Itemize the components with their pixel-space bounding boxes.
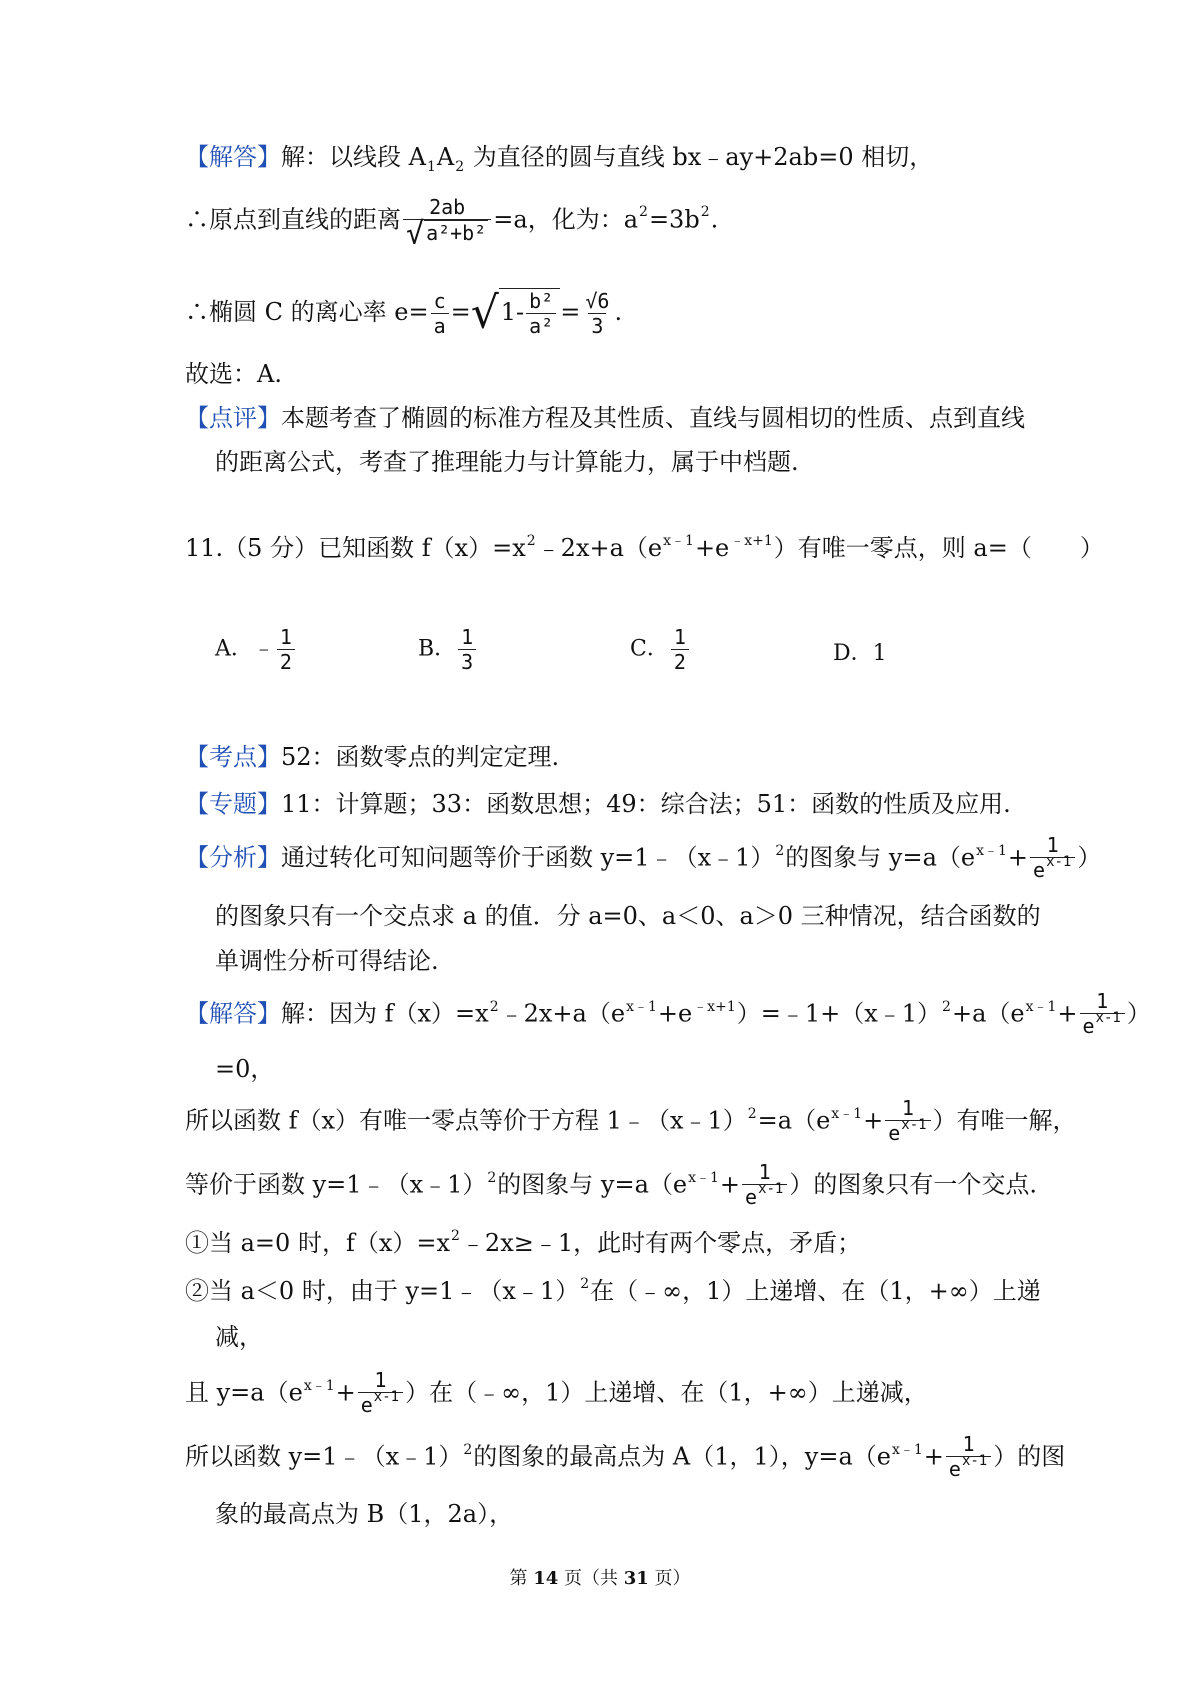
review-tag: 【点评】 bbox=[185, 404, 281, 432]
solution-line-3: ∴椭圆 C 的离心率 e= $\frac{c}{a}$ =√1- $\frac{\text{b²}}{\text{a²}}$ = $\frac{√6}{3}$ . bbox=[185, 287, 623, 339]
solution2-line-6: ②当 a＜0 时，由于 y=1﹣（x﹣1）$^2$在（﹣∞，1）上递增、在（1，+∞）上递 bbox=[185, 1276, 1041, 1305]
review-line-1: 【点评】本题考查了椭圆的标准方程及其性质、直线与圆相切的性质、点到直线 bbox=[185, 404, 1025, 432]
page-number: 14 bbox=[533, 1568, 559, 1589]
option-d[interactable]: D．1 bbox=[833, 641, 887, 666]
solution2-line-1: 【解答】解：因为 $f(x)=x^2﹣2x+a(e^{x﹣1}+e^{﹣x+1})=﹣1+(x﹣1)^2+a(e^{x﹣1}+$ $\frac{1}{e^{x-1}}$ ） bbox=[185, 989, 1151, 1041]
solution2-line-7: 减， bbox=[215, 1323, 263, 1351]
page-total: 31 bbox=[623, 1568, 649, 1589]
solution2-line-8: 且 $y=a(e^{x﹣1}+$ $\frac{1}{e^{x-1}}$ ）在（﹣∞，1）上递增、在（1，+∞）上递减， bbox=[185, 1368, 928, 1420]
review-line-2: 的距离公式，考查了推理能力与计算能力，属于中档题. bbox=[215, 448, 799, 476]
solution2-line-3: 所以函数 f（x）有唯一零点等价于方程 $1﹣(x﹣1)^2=a(e^{x﹣1}+$ $\frac{1}{e^{x-1}}$ ）有唯一解， bbox=[185, 1096, 1077, 1148]
answer-tag: 【解答】 bbox=[185, 143, 281, 171]
question-11-stem: 11.（5 分）已知函数 $f(x)=x^2﹣2x+a(e^{x﹣1}+e^{﹣x+1})$有唯一零点，则 a=（ ） bbox=[185, 533, 1104, 562]
option-c[interactable]: C． $\frac{1}{2}$ bbox=[630, 625, 691, 674]
page-footer: 第 14 页（共 31 页） bbox=[509, 1568, 691, 1589]
solution2-line-10: 象的最高点为 B（1，2a）， bbox=[215, 1500, 514, 1528]
solution-line-1: 【解答】解：以线段 $A_1A_2$ 为直径的圆与直线 bx﹣ay+2ab=0 相切， bbox=[185, 143, 934, 175]
solution2-line-5: ①当 a=0 时，$f(x)=x^2﹣2x\ge﹣1$，此时有两个零点，矛盾； bbox=[185, 1228, 862, 1257]
solution2-line-9: 所以函数 y=1﹣（x﹣1）$^2$的图象的最高点为 A（1，1），$y=a(e^{x﹣1}+$ $\frac{1}{e^{x-1}}$ ）的图 bbox=[185, 1432, 1065, 1484]
analysis-line-3: 单调性分析可得结论. bbox=[215, 947, 439, 975]
solution-choice: 故选：A. bbox=[185, 360, 282, 388]
analysis-line-2: 的图象只有一个交点求 a 的值．分 a=0、a＜0、a＞0 三种情况，结合函数的 bbox=[215, 902, 1041, 930]
solution2-line-2: =0， bbox=[215, 1055, 275, 1083]
analysis-tag: 【分析】 bbox=[185, 843, 281, 872]
kaodian-tag: 【考点】 bbox=[185, 743, 281, 771]
answer-tag-2: 【解答】 bbox=[185, 999, 281, 1028]
zhuanti-line: 【专题】11：计算题；33：函数思想；49：综合法；51：函数的性质及应用. bbox=[185, 790, 1011, 818]
kaodian-line: 【考点】52：函数零点的判定定理. bbox=[185, 743, 560, 771]
distance-fraction: $\frac{2ab}{\text{√ a²+b²}}$ bbox=[403, 195, 491, 247]
analysis-line-1: 【分析】通过转化可知问题等价于函数 y=1﹣（x﹣1）$^2$的图象与 $y=a(e^{x﹣1}+$ $\frac{1}{e^{x-1}}$ ） bbox=[185, 833, 1101, 885]
option-a[interactable]: A．﹣ $\frac{1}{2}$ bbox=[215, 625, 297, 674]
solution2-line-4: 等价于函数 y=1﹣（x﹣1）$^2$的图象与 $y=a(e^{x﹣1}+$ $\frac{1}{e^{x-1}}$ ）的图象只有一个交点. bbox=[185, 1160, 1037, 1212]
solution-line-2: ∴原点到直线的距离 $\frac{2ab}{\text{√ a²+b²}}$ =a，化为：$a^2=3b^2$. bbox=[185, 195, 719, 252]
option-b[interactable]: B． $\frac{1}{3}$ bbox=[418, 625, 478, 674]
zhuanti-tag: 【专题】 bbox=[185, 790, 281, 818]
